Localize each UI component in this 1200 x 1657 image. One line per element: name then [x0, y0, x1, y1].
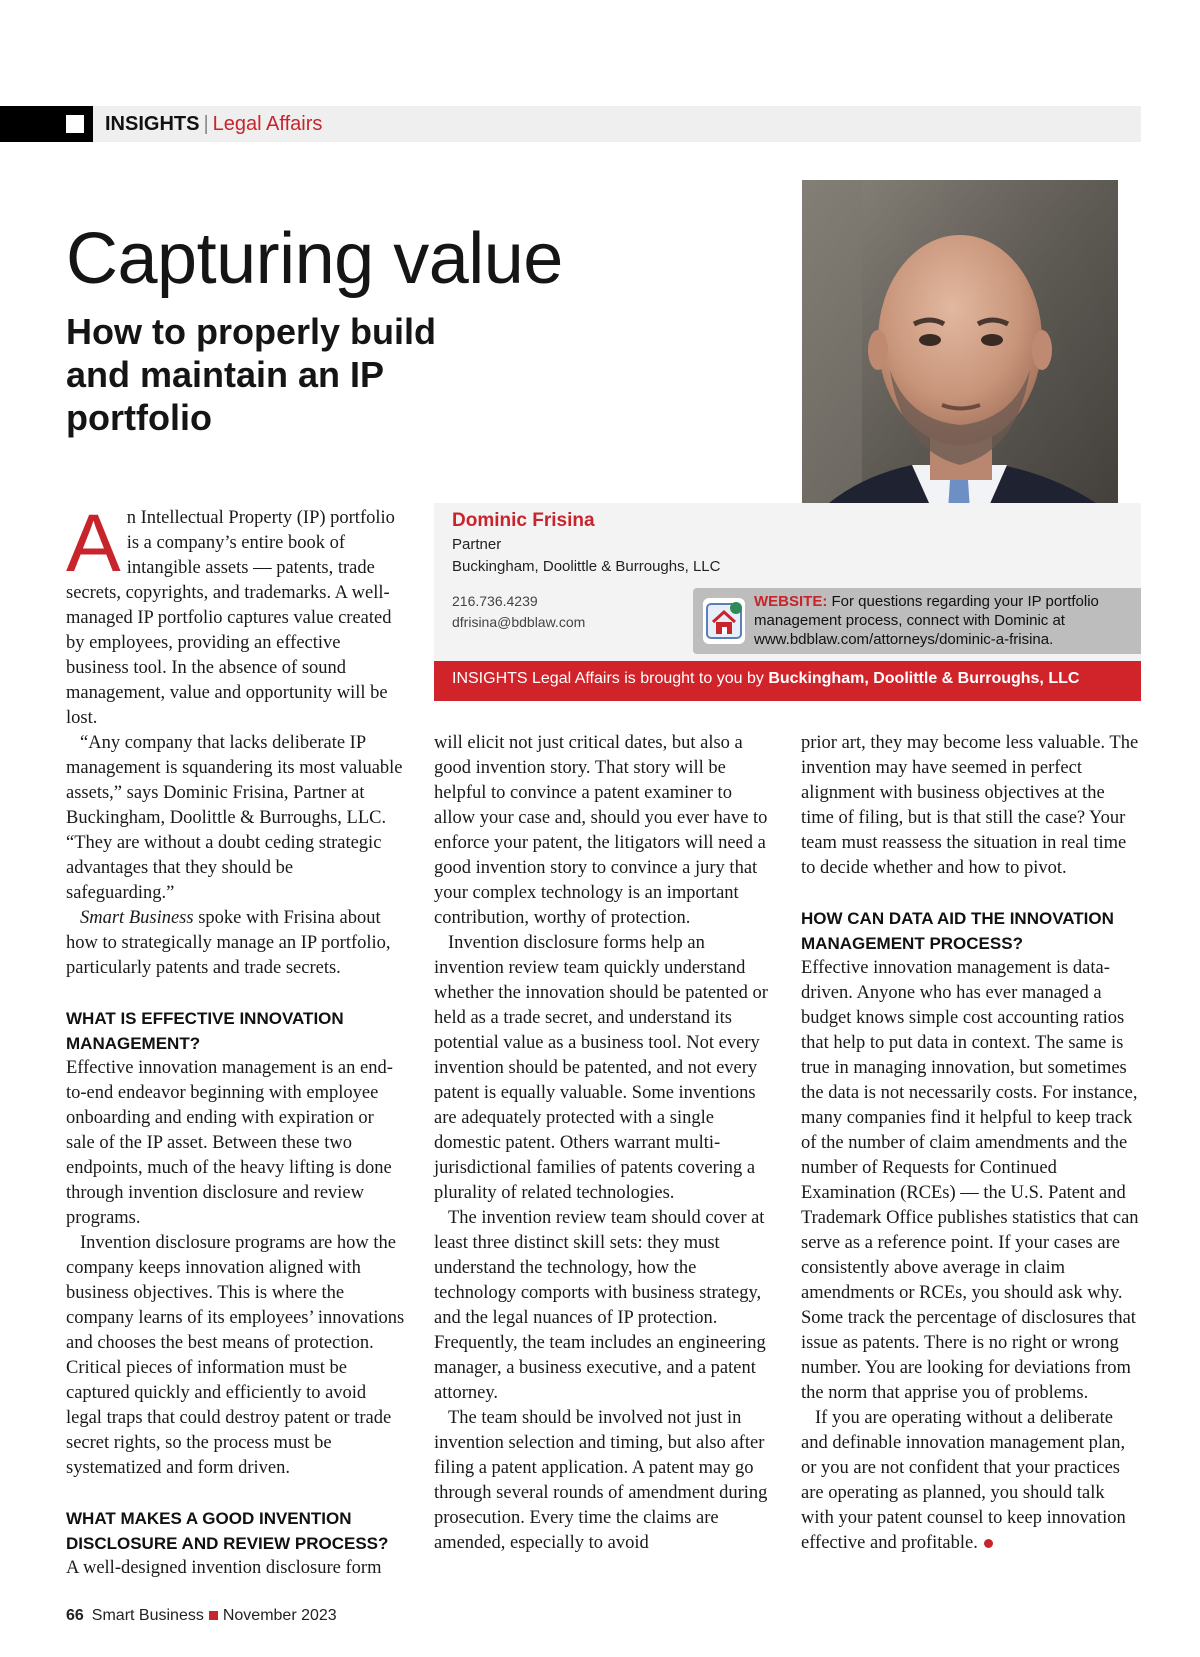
header-square-icon [66, 115, 84, 133]
section-separator: | [203, 113, 209, 135]
article-title: Capturing value [66, 219, 563, 299]
paragraph: A well-designed invention disclosure form [66, 1558, 382, 1578]
website-label: WEBSITE: [754, 593, 828, 610]
publication-name: Smart Business [91, 1607, 204, 1624]
contact-phone[interactable]: 216.736.4239 [452, 593, 538, 609]
paragraph: The invention review team should cover at least three distinct skill sets: they must understand the technology, how the technology comports with business strategy, and the legal nuances of IP protection. Frequently, the team includes an engineering manager, a business executive, and a patent attorney. [434, 1208, 766, 1403]
paragraph-text: If you are operating without a deliberate and definable innovation management plan, or you are not confident that your practices are operating as planned, you should talk with your patent counsel to keep innovation effective and profitable. [801, 1408, 1126, 1553]
paragraph [66, 906, 406, 981]
section-header [105, 113, 322, 135]
paragraph: Invention disclosure programs are how the company keeps innovation aligned with business objectives. This is where the company learns of its employees’ innovations and chooses the best means of protection. Critical pieces of information must be captured quickly and efficiently to avoid legal traps that could destroy patent or trade secret rights, so the process must be systematized and form driven. [66, 1233, 405, 1478]
section-label: INSIGHTS [105, 113, 200, 135]
sponsor-banner-text [452, 670, 1079, 688]
contact-firm: Buckingham, Doolittle & Burroughs, LLC [452, 558, 721, 575]
paragraph: Effective innovation management is an end-to-end endeavor beginning with employee onboarding and ending with expiration or sale of the IP asset. Between these two endpoints, much of the heavy lifting is done through invention disclosure and review programs. [66, 1058, 393, 1228]
paragraph: Effective innovation management is data-driven. Anyone who has ever managed a budget knows simple cost accounting ratios that help to put data in context. The same is true in managing innovation, but sometimes the data is not necessarily costs. For instance, many companies find it helpful to keep track of the number of claim amendments and the number of Requests for Continued Examination (RCEs) — the U.S. Patent and Trademark Office publishes statistics that can serve as a reference point. If your cases are consistently above average in claim amendments or RCEs, you should ask why. Some track the percentage of disclosures that issue as patents. There is no right or wrong number. You are looking for deviations from the norm that apprise you of problems. [801, 958, 1139, 1403]
website-house-icon [703, 598, 745, 644]
paragraph: will elicit not just critical dates, but also a good invention story. That story will be helpful to convince a patent examiner to allow your case and, should you ever have to enforce your patent, the litigators will need a good invention story to convince a jury that your complex technology is an important contribution, worthy of protection. [434, 733, 768, 928]
sponsor-prefix: INSIGHTS Legal Affairs is brought to you by [452, 670, 769, 687]
article-column-2 [434, 731, 774, 1556]
paragraph: prior art, they may become less valuable. The invention may have seemed in perfect alignment with business objectives at the time of filing, but is that still the case? Your team must reassess the situation in real time to decide whether and how to pivot. [801, 733, 1139, 878]
paragraph: “Any company that lacks deliberate IP management is squandering its most valuable assets,” says Dominic Frisina, Partner at Buckingham, Doolittle & Burroughs, LLC. “They are without a doubt ceding strategic advantages that they should be safeguarding.” [66, 733, 403, 903]
contact-email[interactable]: dfrisina@bdblaw.com [452, 614, 586, 630]
publication-italic: Smart Business [80, 908, 194, 928]
page-footer [66, 1607, 337, 1625]
article-column-1 [66, 498, 406, 1581]
section-heading: WHAT MAKES A GOOD INVENTION DISCLOSURE AND REVIEW PROCESS? [66, 1509, 389, 1553]
contact-role: Partner [452, 536, 502, 553]
website-description: For questions regarding your IP portfolio management process, connect with Dominic at www.bdblaw.com/attorneys/dominic-a-frisina. [754, 593, 1099, 648]
paragraph: n Intellectual Property (IP) portfolio is a company’s entire book of intangible assets — patents, trade secrets, copyrights, and trademarks. A well-managed IP portfolio captures value created by employees, providing an effective business tool. In the absence of sound management, value and opportunity will be lost. [66, 508, 395, 728]
paragraph [801, 1406, 1141, 1556]
sponsor-name: Buckingham, Doolittle & Burroughs, LLC [768, 670, 1080, 687]
section-heading: HOW CAN DATA AID THE INNOVATION MANAGEMENT PROCESS? [801, 909, 1114, 953]
article-column-3 [801, 731, 1141, 1556]
section-heading: WHAT IS EFFECTIVE INNOVATION MANAGEMENT? [66, 1009, 344, 1053]
paragraph-text: spoke with Frisina about how to strategically manage an IP portfolio, particularly patents and trade secrets. [66, 908, 391, 978]
issue-date: November 2023 [222, 1607, 337, 1624]
drop-cap: A [66, 498, 121, 589]
paragraph: Invention disclosure forms help an invention review team quickly understand whether the innovation should be patented or held as a trade secret, and understand its potential value as a business tool. Not every invention should be patented, and not every patent is equally valuable. Some inventions are adequately protected with a single domestic patent. Others warrant multi-jurisdictional families of patents covering a plurality of related technologies. [434, 933, 768, 1203]
contact-name: Dominic Frisina [452, 510, 595, 531]
page-number: 66 [66, 1607, 84, 1624]
end-mark-icon [984, 1539, 993, 1548]
paragraph: The team should be involved not just in invention selection and timing, but also after filing a patent application. A patent may go through several rounds of amendment during prosecution. Every time the claims are amended, especially to avoid [434, 1408, 768, 1553]
website-text[interactable] [754, 592, 1136, 649]
footer-square-icon [209, 1611, 218, 1620]
section-category: Legal Affairs [212, 113, 323, 135]
article-subtitle: How to properly build and maintain an IP portfolio [66, 311, 436, 438]
